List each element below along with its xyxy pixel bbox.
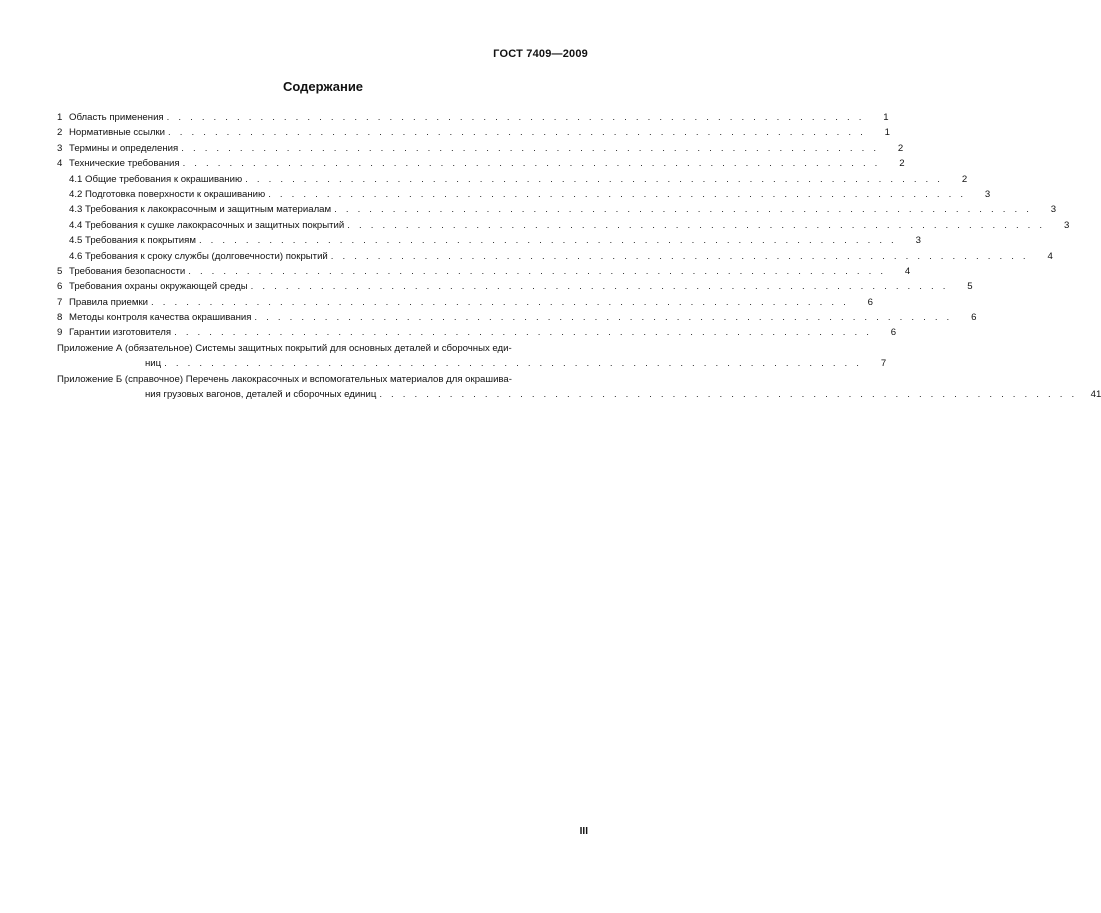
toc-item-number: 4 [57,158,63,170]
toc-item-6[interactable] [57,279,973,294]
toc-item-page: 1 [883,112,889,123]
toc-title: Содержание [282,79,364,94]
dot-leader: . . . . . . . . . . . . . . . . . . . . . . . . . . . . . . . . . . . . . . . . . . . . . . . . . . . . . . . . . . . . [198,235,897,247]
toc-item-page: 4 [1047,250,1053,262]
toc-item-page: 3 [984,188,991,200]
toc-item-page: 4 [904,265,911,277]
toc-item-number: 7 [57,296,63,308]
dot-leader: . . . . . . . . . . . . . . . . . . . . . . . . . . . . . . . . . . . . . . . . . . . . . . . . . . . . . . . . . . . . [379,389,1078,401]
appendix-a-title-line1: Приложение А (обязательное) Системы защитных покрытий для основных деталей и сборочных еди- [57,342,512,354]
appendix-a-title-line2: ниц [145,356,164,371]
dot-leader: . . . . . . . . . . . . . . . . . . . . . . . . . . . . . . . . . . . . . . . . . . . . . . . . . . . . . . . . . . . . [245,173,944,185]
dot-leader: . . . . . . . . . . . . . . . . . . . . . . . . . . . . . . . . . . . . . . . . . . . . . . . . . . . . . . . . . . . . [151,296,849,308]
dot-leader: . . . . . . . . . . . . . . . . . . . . . . . . . . . . . . . . . . . . . . . . . . . . . . . . . . . . . . . . . . . . [164,358,863,370]
toc-item-8[interactable] [57,310,977,325]
toc-item-text: Нормативные ссылки [69,125,168,140]
toc-subitem-4-6[interactable] [57,249,1053,264]
toc-item-page: 41 [1090,389,1101,401]
table-of-contents [57,110,1101,402]
dot-leader: . . . . . . . . . . . . . . . . . . . . . . . . . . . . . . . . . . . . . . . . . . . . . . . . . . . . . . . . . . . . [254,312,953,324]
document-code: ГОСТ 7409—2009 [493,48,588,60]
appendix-a-row [57,356,887,371]
toc-appendix-a[interactable] [57,341,887,372]
toc-item-number: 8 [57,312,63,324]
toc-item-page: 6 [867,296,873,308]
dot-leader: . . . . . . . . . . . . . . . . . . . . . . . . . . . . . . . . . . . . . . . . . . . . . . . . . . . . . . . . . . . . [182,158,881,170]
toc-item-5[interactable] [57,264,911,279]
toc-item-text: Термины и определения [69,141,181,156]
toc-item-7[interactable] [57,295,873,310]
toc-item-page: 2 [899,158,905,170]
toc-item-text: 4.3 Требования к лакокрасочным и защитным материалам [69,202,334,217]
dot-leader: . . . . . . . . . . . . . . . . . . . . . . . . . . . . . . . . . . . . . . . . . . . . . . . . . . . . . . . . . . . . [250,281,949,293]
toc-item-text: Область применения [69,110,167,125]
toc-item-page: 3 [915,235,921,247]
toc-item-page: 6 [971,312,977,324]
toc-item-text: Методы контроля качества окрашивания [69,310,254,325]
dot-leader: . . . . . . . . . . . . . . . . . . . . . . . . . . . . . . . . . . . . . . . . . . . . . . . . . . . . . . . . . . . . [188,265,887,277]
toc-item-4[interactable] [57,156,905,171]
dot-leader: . . . . . . . . . . . . . . . . . . . . . . . . . . . . . . . . . . . . . . . . . . . . . . . . . . . . . . . . . . . . [168,127,867,139]
toc-item-number: 6 [57,281,63,293]
toc-item-page: 3 [1050,204,1057,216]
toc-item-3[interactable] [57,141,904,156]
toc-item-page: 5 [967,281,973,293]
toc-item-text: 4.6 Требования к сроку службы (долговечности) покрытий [69,249,331,264]
toc-subitem-4-1[interactable] [57,172,968,187]
toc-item-text: Требования охраны окружающей среды [69,279,251,294]
toc-item-number: 5 [57,265,63,277]
toc-item-page: 6 [890,327,897,339]
toc-item-page: 3 [1063,219,1070,231]
toc-item-text: Технические требования [69,156,183,171]
dot-leader: . . . . . . . . . . . . . . . . . . . . . . . . . . . . . . . . . . . . . . . . . . . . . . . . . . . . . . . . . . . . [330,250,1029,262]
toc-item-page: 1 [884,127,891,139]
dot-leader: . . . . . . . . . . . . . . . . . . . . . . . . . . . . . . . . . . . . . . . . . . . . . . . . . . . . . . . . . . . . [334,204,1033,216]
toc-item-text: Правила приемки [69,295,151,310]
toc-item-text: 4.2 Подготовка поверхности к окрашиванию [69,187,268,202]
toc-subitem-4-2[interactable] [57,187,991,202]
toc-item-2[interactable] [57,125,891,140]
toc-item-number: 9 [57,327,63,339]
page-number: III [579,826,588,837]
toc-item-text: Требования безопасности [69,264,188,279]
dot-leader: . . . . . . . . . . . . . . . . . . . . . . . . . . . . . . . . . . . . . . . . . . . . . . . . . . . . . . . . . . . . [166,112,865,123]
appendix-b-row [57,387,1101,402]
toc-item-9[interactable] [57,325,897,340]
toc-appendix-b[interactable] [57,372,1101,403]
dot-leader: . . . . . . . . . . . . . . . . . . . . . . . . . . . . . . . . . . . . . . . . . . . . . . . . . . . . . . . . . . . . [181,142,880,154]
toc-item-number: 1 [57,112,63,123]
toc-subitem-4-5[interactable] [57,233,921,248]
toc-subitem-4-3[interactable] [57,202,1057,217]
toc-item-text: 4.4 Требования к сушке лакокрасочных и защитных покрытий [69,218,347,233]
toc-item-page: 2 [961,173,968,185]
toc-item-1[interactable] [57,110,889,125]
toc-item-page: 2 [897,142,904,154]
toc-item-number: 3 [57,142,63,154]
toc-item-number: 2 [57,127,63,139]
toc-item-text: 4.5 Требования к покрытиям [69,233,199,248]
toc-subitem-4-4[interactable] [57,218,1070,233]
dot-leader: . . . . . . . . . . . . . . . . . . . . . . . . . . . . . . . . . . . . . . . . . . . . . . . . . . . . . . . . . . . . [268,188,967,200]
toc-item-text: Гарантии изготовителя [69,325,174,340]
toc-item-text: 4.1 Общие требования к окрашиванию [69,172,245,187]
toc-item-page: 7 [880,358,887,370]
dot-leader: . . . . . . . . . . . . . . . . . . . . . . . . . . . . . . . . . . . . . . . . . . . . . . . . . . . . . . . . . . . . [174,327,873,339]
dot-leader: . . . . . . . . . . . . . . . . . . . . . . . . . . . . . . . . . . . . . . . . . . . . . . . . . . . . . . . . . . . . [347,219,1046,231]
appendix-b-title-line2: ния грузовых вагонов, деталей и сборочных единиц [145,387,379,402]
appendix-b-title-line1: Приложение Б (справочное) Перечень лакокрасочных и вспомогательных материалов для окрашива- [57,373,512,385]
